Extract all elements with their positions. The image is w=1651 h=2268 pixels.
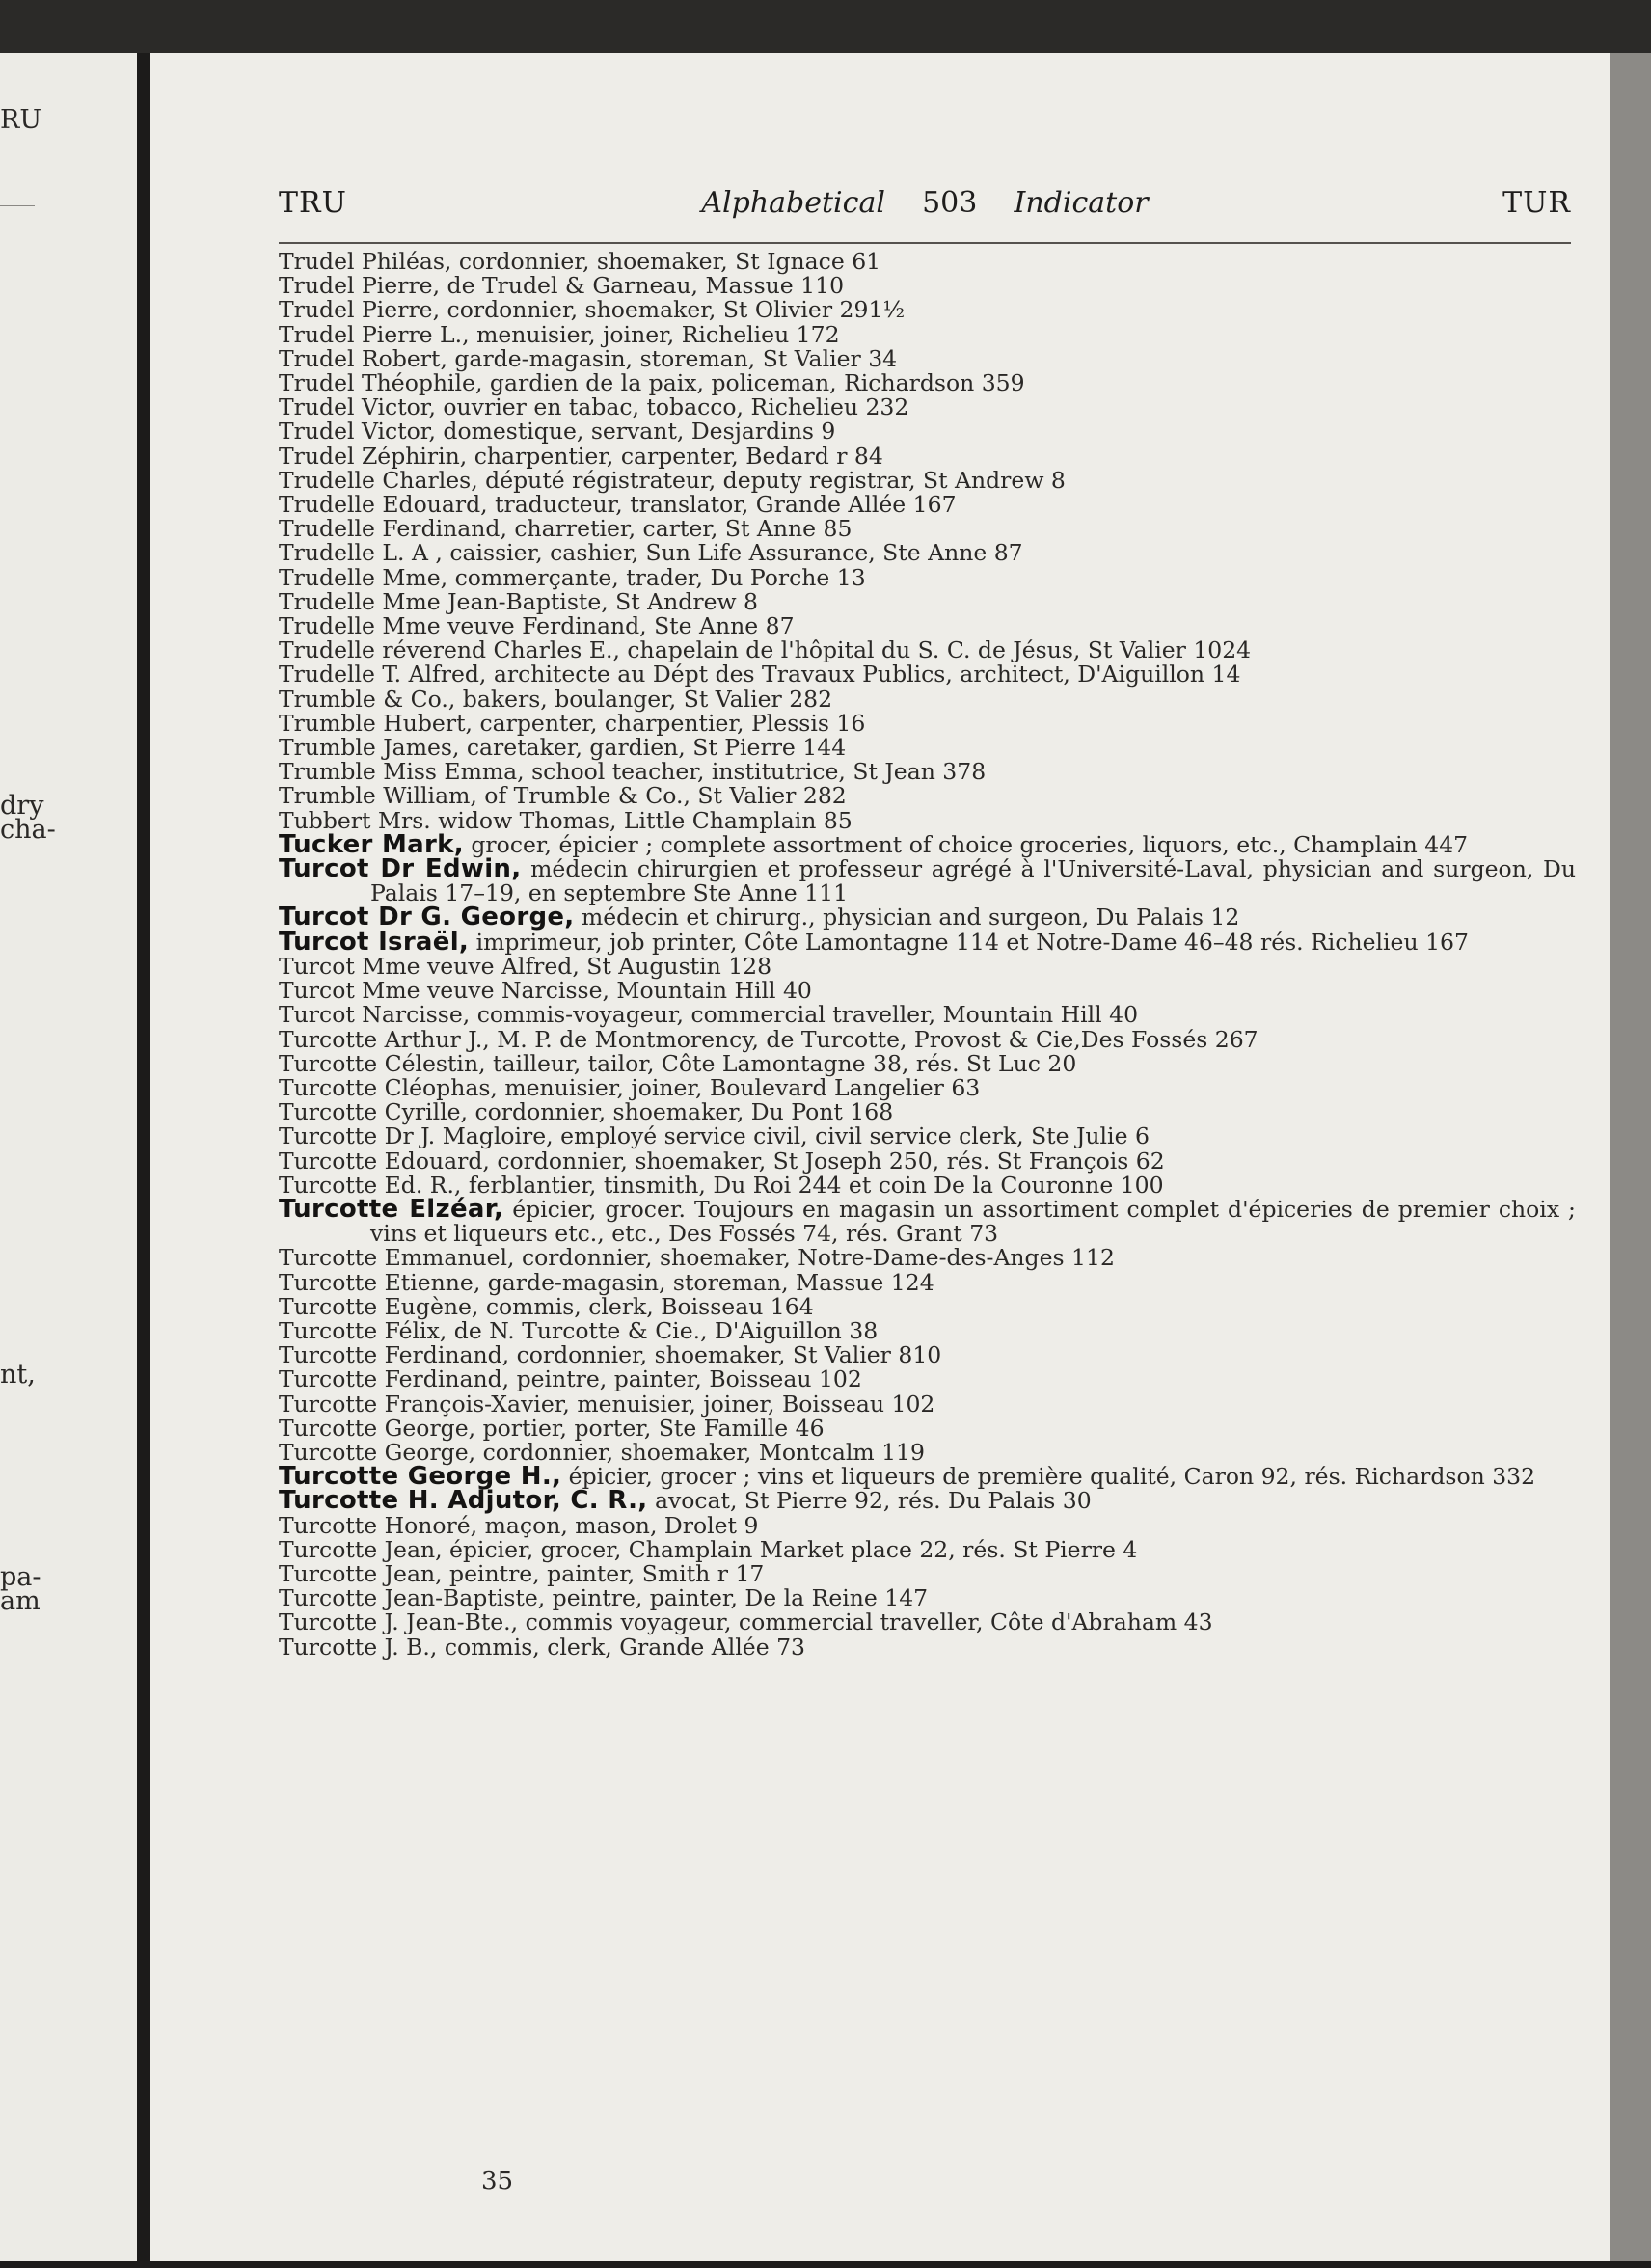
entry-text: épicier, grocer ; vins et liqueurs de première qualité, Caron 92, rés. Richardson 332 (561, 1463, 1536, 1491)
entry-text: Trudelle Ferdinand, charretier, carter, St Anne 85 (279, 515, 853, 543)
entry-text: Turcotte Edouard, cordonnier, shoemaker, St Joseph 250, rés. St François 62 (279, 1147, 1165, 1174)
directory-entry (279, 493, 1576, 517)
directory-entry (279, 1073, 1576, 1101)
entry-text: Turcotte Jean, peintre, painter, Smith r 17 (279, 1559, 765, 1587)
entry-text: Trudel Pierre, cordonnier, shoemaker, St Olivier 291½ (279, 296, 906, 324)
directory-entry (279, 1268, 1576, 1296)
entry-text: Turcotte Dr J. Magloire, employé service civil, civil service clerk, Ste Julie 6 (279, 1122, 1150, 1150)
running-header (279, 186, 1571, 225)
directory-entry (279, 1367, 1576, 1391)
directory-entry (279, 1610, 1576, 1634)
scan-top-edge (0, 0, 1651, 53)
directory-entry (279, 371, 1576, 395)
directory-entry (279, 466, 1576, 494)
page-number: 503 (922, 186, 978, 220)
directory-entry (279, 736, 1576, 760)
entry-text: Turcotte J. B., commis, clerk, Grande Allée 73 (279, 1633, 805, 1660)
entry-text: Trudel Pierre L., menuisier, joiner, Richelieu 172 (279, 320, 840, 348)
entry-name: Turcotte Elzéar, (279, 1194, 504, 1224)
entry-text: Turcotte Jean-Baptiste, peintre, painter, De la Reine 147 (279, 1584, 929, 1612)
directory-entry (279, 541, 1576, 565)
entry-name: Turcot Dr Edwin, (279, 854, 522, 884)
entry-text: Trumble Miss Emma, school teacher, institutrice, St Jean 378 (279, 758, 987, 786)
entry-text: Turcot Mme veuve Narcisse, Mountain Hill 40 (279, 977, 812, 1005)
directory-entry (279, 395, 1576, 419)
directory-entry (279, 419, 1576, 444)
directory-entry (279, 685, 1576, 713)
directory-entry (279, 587, 1576, 615)
facing-page-text-fragment: dry (0, 791, 44, 821)
directory-entry (279, 1635, 1576, 1660)
header-title (279, 186, 1571, 220)
entry-text: grocer, épicier ; complete assortment of choice groceries, liquors, etc., Champlain 447 (463, 830, 1469, 858)
entry-text: Trudel Théophile, gardien de la paix, policeman, Richardson 359 (279, 369, 1025, 397)
entry-text: Turcotte François-Xavier, menuisier, joiner, Boisseau 102 (279, 1390, 935, 1418)
entry-text: Trudel Robert, garde-magasin, storeman, St Valier 34 (279, 344, 898, 372)
directory-entry-bold (279, 854, 1576, 907)
directory-entry (279, 806, 1576, 834)
entry-text: Turcotte Honoré, maçon, mason, Drolet 9 (279, 1511, 759, 1539)
entry-name: Turcot Israël, (279, 927, 470, 957)
entry-text: Trudel Victor, ouvrier en tabac, tobacco, Richelieu 232 (279, 393, 909, 421)
directory-entry (279, 662, 1576, 687)
entry-text: Trudelle L. A , caissier, cashier, Sun Life Assurance, Ste Anne 87 (279, 539, 1023, 567)
directory-entry (279, 1049, 1576, 1077)
header-range-end: TUR (1502, 186, 1571, 220)
directory-entry (279, 952, 1576, 980)
directory-entry (279, 1343, 1576, 1367)
header-range-start: TRU (279, 186, 347, 220)
directory-entry (279, 1292, 1576, 1320)
entry-text: Turcotte Arthur J., M. P. de Montmorency, de Turcotte, Provost & Cie,Des Fossés 267 (279, 1025, 1259, 1053)
directory-entry (279, 1246, 1576, 1270)
entry-text: imprimeur, job printer, Côte Lamontagne 114 et Notre-Dame 46–48 rés. Richelieu 167 (469, 928, 1469, 956)
entry-text: Trudelle Charles, député régistrateur, deputy registrar, St Andrew 8 (279, 466, 1066, 494)
directory-entry (279, 1392, 1576, 1417)
directory-entry (279, 250, 1576, 274)
directory-entry (279, 1414, 1576, 1442)
entry-text: Turcotte Emmanuel, cordonnier, shoemaker, Notre-Dame-des-Anges 112 (279, 1244, 1115, 1272)
directory-entry (279, 709, 1576, 737)
directory-entry (279, 274, 1576, 298)
entry-text: Trudelle Mme Jean-Baptiste, St Andrew 8 (279, 587, 759, 615)
entry-text: Turcotte Cléophas, menuisier, joiner, Boulevard Langelier 63 (279, 1073, 981, 1101)
directory-entry (279, 638, 1576, 662)
entry-name: Turcotte H. Adjutor, C. R., (279, 1486, 648, 1516)
facing-page-text-fragment: nt, (0, 1360, 36, 1390)
entry-text: Turcotte Ferdinand, peintre, painter, Boisseau 102 (279, 1365, 862, 1393)
directory-entry (279, 298, 1576, 322)
directory-entry (279, 344, 1576, 372)
directory-entry-bold (279, 1486, 1576, 1516)
signature-folio: 35 (481, 2167, 514, 2196)
scan-bottom-edge (0, 2261, 1651, 2268)
directory-entry (279, 979, 1576, 1003)
entry-text: Turcotte Jean, épicier, grocer, Champlain Market place 22, rés. St Pierre 4 (279, 1535, 1138, 1563)
entry-text: Turcotte Célestin, tailleur, tailor, Côte Lamontagne 38, rés. St Luc 20 (279, 1049, 1077, 1077)
directory-entry (279, 760, 1576, 784)
entry-text: Trumble & Co., bakers, boulanger, St Valier 282 (279, 685, 833, 713)
directory-page (150, 53, 1610, 2261)
entry-text: Trumble James, caretaker, gardien, St Pierre 144 (279, 734, 847, 762)
entry-text: Trudelle Mme veuve Ferdinand, Ste Anne 87 (279, 612, 795, 640)
entry-text: Turcotte Eugène, commis, clerk, Boisseau 164 (279, 1292, 814, 1320)
entry-text: Trudel Pierre, de Trudel & Garneau, Massue 110 (279, 272, 845, 300)
entry-text: Trudelle Edouard, traducteur, translator, Grande Allée 167 (279, 491, 957, 519)
book-gutter (137, 53, 150, 2261)
facing-page-rule (0, 205, 35, 206)
directory-entry-bold (279, 905, 1576, 930)
facing-page-text-fragment: pa- (0, 1562, 41, 1592)
directory-entry-bold (279, 927, 1576, 957)
header-rule (279, 242, 1571, 244)
entry-text: Turcotte Ed. R., ferblantier, tinsmith, Du Roi 244 et coin De la Couronne 100 (279, 1171, 1164, 1199)
directory-entries (279, 250, 1576, 1660)
entry-text: Turcot Mme veuve Alfred, St Augustin 128 (279, 952, 772, 980)
entry-text: Turcotte Ferdinand, cordonnier, shoemaker, St Valier 810 (279, 1341, 942, 1369)
entry-text: Trumble Hubert, carpenter, charpentier, Plessis 16 (279, 709, 866, 737)
entry-text: Turcotte Etienne, garde-magasin, storeman, Massue 124 (279, 1268, 934, 1296)
entry-text: Trumble William, of Trumble & Co., St Valier 282 (279, 782, 847, 810)
header-title-left: Alphabetical (701, 186, 885, 220)
directory-entry (279, 1586, 1576, 1610)
entry-text: Trudelle réverend Charles E., chapelain de l'hôpital du S. C. de Jésus, St Valier 1024 (279, 636, 1252, 664)
entry-text: épicier, grocer. Toujours en magasin un assortiment complet d'épiceries de premier choix ; vins et liqueurs etc., etc., Des Fossés 74, rés. Grant 73 (370, 1195, 1576, 1248)
entry-text: médecin chirurgien et professeur agrégé à l'Université-Laval, physician and surgeon, Du Palais 17–19, en septembre Ste Anne 111 (370, 855, 1576, 907)
directory-entry (279, 1511, 1576, 1539)
entry-text: Trudel Philéas, cordonnier, shoemaker, St Ignace 61 (279, 248, 881, 275)
entry-text: Turcot Narcisse, commis-voyageur, commercial traveller, Mountain Hill 40 (279, 1001, 1139, 1029)
directory-entry (279, 517, 1576, 541)
entry-text: Trudel Victor, domestique, servant, Desjardins 9 (279, 418, 836, 446)
directory-entry-bold (279, 1194, 1576, 1248)
entry-text: Turcotte J. Jean-Bte., commis voyageur, commercial traveller, Côte d'Abraham 43 (279, 1608, 1213, 1636)
book-spine-edge (1610, 53, 1651, 2261)
entry-text: Turcotte Félix, de N. Turcotte & Cie., D'Aiguillon 38 (279, 1316, 879, 1344)
entry-text: Turcotte Cyrille, cordonnier, shoemaker, Du Pont 168 (279, 1098, 894, 1126)
directory-entry (279, 1100, 1576, 1124)
entry-text: Turcotte George, cordonnier, shoemaker, Montcalm 119 (279, 1438, 925, 1466)
directory-entry (279, 614, 1576, 638)
directory-entry (279, 784, 1576, 808)
header-title-right: Indicator (1014, 186, 1149, 220)
directory-entry (279, 1316, 1576, 1344)
facing-page-header-fragment: RU (0, 105, 42, 135)
entry-text: avocat, St Pierre 92, rés. Du Palais 30 (647, 1487, 1092, 1515)
entry-text: Trudelle T. Alfred, architecte au Dépt des Travaux Publics, architect, D'Aiguillon 14 (279, 661, 1241, 688)
directory-entry (279, 320, 1576, 348)
facing-page-text-fragment: cha- (0, 815, 56, 845)
entry-text: Tubbert Mrs. widow Thomas, Little Champlain 85 (279, 806, 853, 834)
directory-entry (279, 563, 1576, 591)
entry-name: Turcotte George H., (279, 1462, 562, 1492)
directory-entry (279, 1124, 1576, 1148)
entry-name: Tucker Mark, (279, 829, 464, 859)
directory-entry (279, 1149, 1576, 1174)
directory-entry (279, 442, 1576, 470)
entry-name: Turcot Dr G. George, (279, 903, 575, 932)
directory-entry (279, 1535, 1576, 1563)
facing-page-fragment (0, 53, 137, 2261)
entry-text: Trudel Zéphirin, charpentier, carpenter, Bedard r 84 (279, 442, 883, 470)
entry-text: Trudelle Mme, commerçante, trader, Du Porche 13 (279, 563, 866, 591)
directory-entry (279, 1003, 1576, 1027)
facing-page-text-fragment: am (0, 1586, 41, 1616)
directory-entry (279, 1559, 1576, 1587)
entry-text: médecin et chirurg., physician and surgeon, Du Palais 12 (574, 904, 1240, 932)
entry-text: Turcotte George, portier, porter, Ste Famille 46 (279, 1414, 825, 1442)
directory-entry (279, 1025, 1576, 1053)
